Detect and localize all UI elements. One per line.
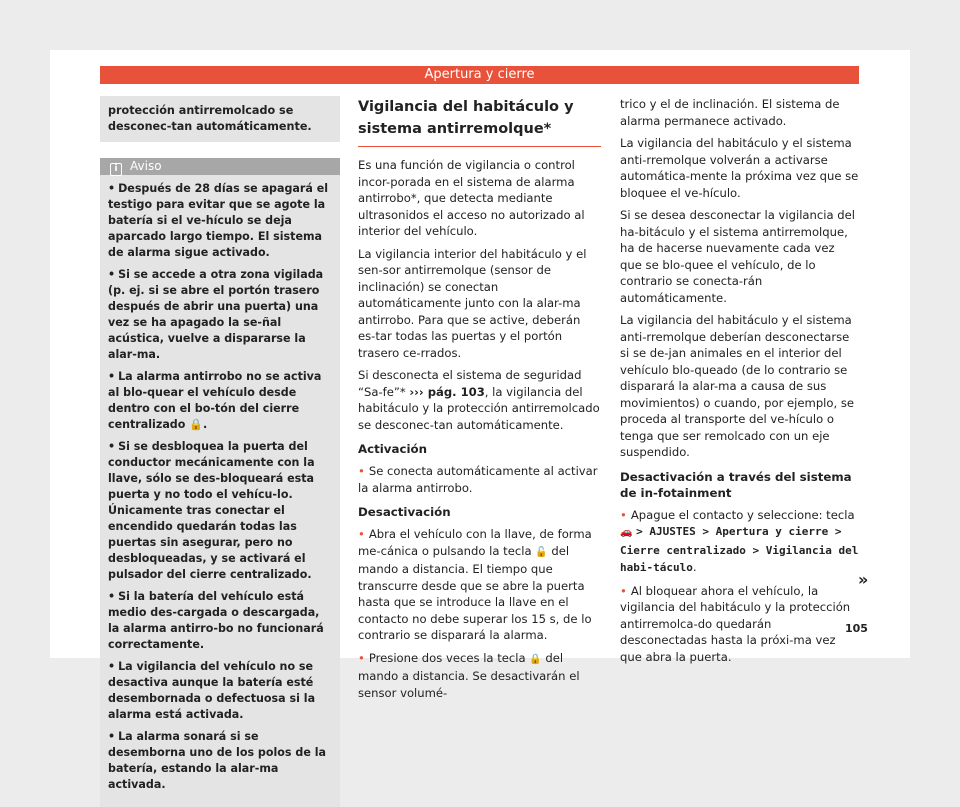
paragraph: Si se desea desconectar la vigilancia del ha-bitáculo y el sistema antirremolque, ha de hacerse nuevamente cada vez que se blo-quee el vehículo, de lo contrario se conecta-rán automáticamente. <box>620 208 855 305</box>
chapter-title: Apertura y cierre <box>424 67 535 82</box>
car-menu-icon: 🚗 <box>620 527 633 538</box>
left-column <box>100 96 340 807</box>
aviso-item: • Después de 28 días se apagará el testigo para evitar que se agote la batería si el ve-hículo se deja aparcado largo tiempo. El sistema de alarma sigue activado. <box>108 182 329 259</box>
aviso-item: • La alarma sonará si se desemborna uno de los polos de la batería, estando la alar-ma activada. <box>108 730 326 791</box>
list-item: • Presione dos veces la tecla 🔒 del mando a distancia. Se desactivarán el sensor volumé- <box>358 650 580 700</box>
middle-column <box>358 96 601 707</box>
page-number: 105 <box>845 622 868 635</box>
page-reference-link[interactable]: ››› pág. 103 <box>409 384 485 399</box>
aviso-item: • La vigilancia del vehículo no se desactiva aunque la batería esté desembornada o defectuosa si la alarma está activada. <box>108 660 316 721</box>
paragraph: trico y el de inclinación. El sistema de alarma permanece activado. <box>620 97 840 128</box>
infotainment-heading: Desactivación a través del sistema de in-fotainment <box>620 469 852 500</box>
right-column <box>620 96 860 671</box>
desactivacion-heading: Desactivación <box>358 505 451 519</box>
aviso-header <box>100 158 340 175</box>
list-item: • Se conecta automáticamente al activar la alarma antirrobo. <box>358 464 598 495</box>
continued-note <box>100 96 340 142</box>
aviso-box <box>100 158 340 807</box>
activacion-heading: Activación <box>358 442 427 456</box>
list-item: • Al bloquear ahora el vehículo, la vigilancia del habitáculo y la protección antirremolca-do quedarán desconectadas hasta la próxi-ma vez que abra la puerta. <box>620 583 851 664</box>
chapter-header <box>100 66 859 84</box>
aviso-item: • La alarma antirrobo no se activa al blo-quear el vehículo desde dentro con el bo-tón del cierre centralizado 🔒. <box>108 370 322 431</box>
continue-marker: » <box>858 570 869 589</box>
car-lock-icon: 🔒 <box>529 653 542 665</box>
aviso-body <box>100 175 340 807</box>
paragraph: La vigilancia del habitáculo y el sistema anti-rremolque volverán a activarse automática-mente la próxima vez que se bloquee el ve-hículo. <box>620 136 859 200</box>
continued-note-text: protección antirremolcado se desconec-tan automáticamente. <box>108 104 312 133</box>
bullet-icon: • <box>358 650 365 665</box>
aviso-item: • Si se accede a otra zona vigilada (p. ej. si se abre el portón trasero después de abrir una puerta) una vez se ha apagado la se-ñal acústica, vuelve a dispararse la alar-ma. <box>108 268 324 361</box>
paragraph: Es una función de vigilancia o control incor-porada en el sistema de alarma antirrobo*, que detecta mediante ultrasonidos el acceso no autorizado al interior del vehículo. <box>358 158 585 238</box>
bullet-icon: • <box>620 583 627 598</box>
section-title: Vigilancia del habitáculo y sistema antirremolque* <box>358 96 601 147</box>
unlock-key-icon: 🔓 <box>535 546 548 558</box>
list-item: • Abra el vehículo con la llave, de forma me-cánica o pulsando la tecla 🔓 del mando a distancia. El tiempo que transcurre desde que se abre la puerta hasta que se introduce la llave en el contacto no debe superar los 15 s, de lo contrario se disparará la alarma. <box>358 527 592 642</box>
aviso-title: Aviso <box>130 159 162 173</box>
menu-path: > AJUSTES > Apertura y cierre > Cierre centralizado > Vigilancia del habi-táculo <box>620 525 859 574</box>
bullet-icon: • <box>620 507 627 522</box>
aviso-item: • Si se desbloquea la puerta del conductor mecánicamente con la llave, sólo se des-bloqueará esta puerta y no todo el vehícu-lo. Únicamente tras conectar el encendido quedarán todas las puertas sin asegurar, pero no desbloqueadas, y se activará el pulsador del cierre centralizado. <box>108 440 315 581</box>
paragraph: La vigilancia interior del habitáculo y el sen-sor antirremolque (sensor de inclinación) se conectan automáticamente junto con la alar-ma antirrobo. Para que se active, deberán es-tar todas las puertas y el portón trasero ce-rrados. <box>358 246 587 360</box>
paragraph: Si desconecta el sistema de seguridad “Sa-fe”* ››› pág. 103, la vigilancia del habitáculo y la protección antirremolcado se desconec-tan automáticamente. <box>358 368 600 432</box>
bullet-icon: • <box>358 464 365 478</box>
list-item: • Apague el contacto y seleccione: tecla 🚗 > AJUSTES > Apertura y cierre > Cierre centralizado > Vigilancia del habi-táculo. <box>620 507 859 574</box>
paragraph: La vigilancia del habitáculo y el sistema anti-rremolque deberían desconectarse si se de-jan animales en el interior del vehículo blo-queado (de lo contrario se disparará la alar-ma a causa de sus movimientos) o cuando, por ejemplo, se proceda al transporte del ve-hículo o tenga que ser remolcado con un eje suspendido. <box>620 313 855 459</box>
info-icon: i <box>110 163 122 176</box>
bullet-icon: • <box>358 527 365 541</box>
aviso-item: • Si la batería del vehículo está medio des-cargada o descargada, la alarma antirro-bo no funcionará correctamente. <box>108 590 324 651</box>
